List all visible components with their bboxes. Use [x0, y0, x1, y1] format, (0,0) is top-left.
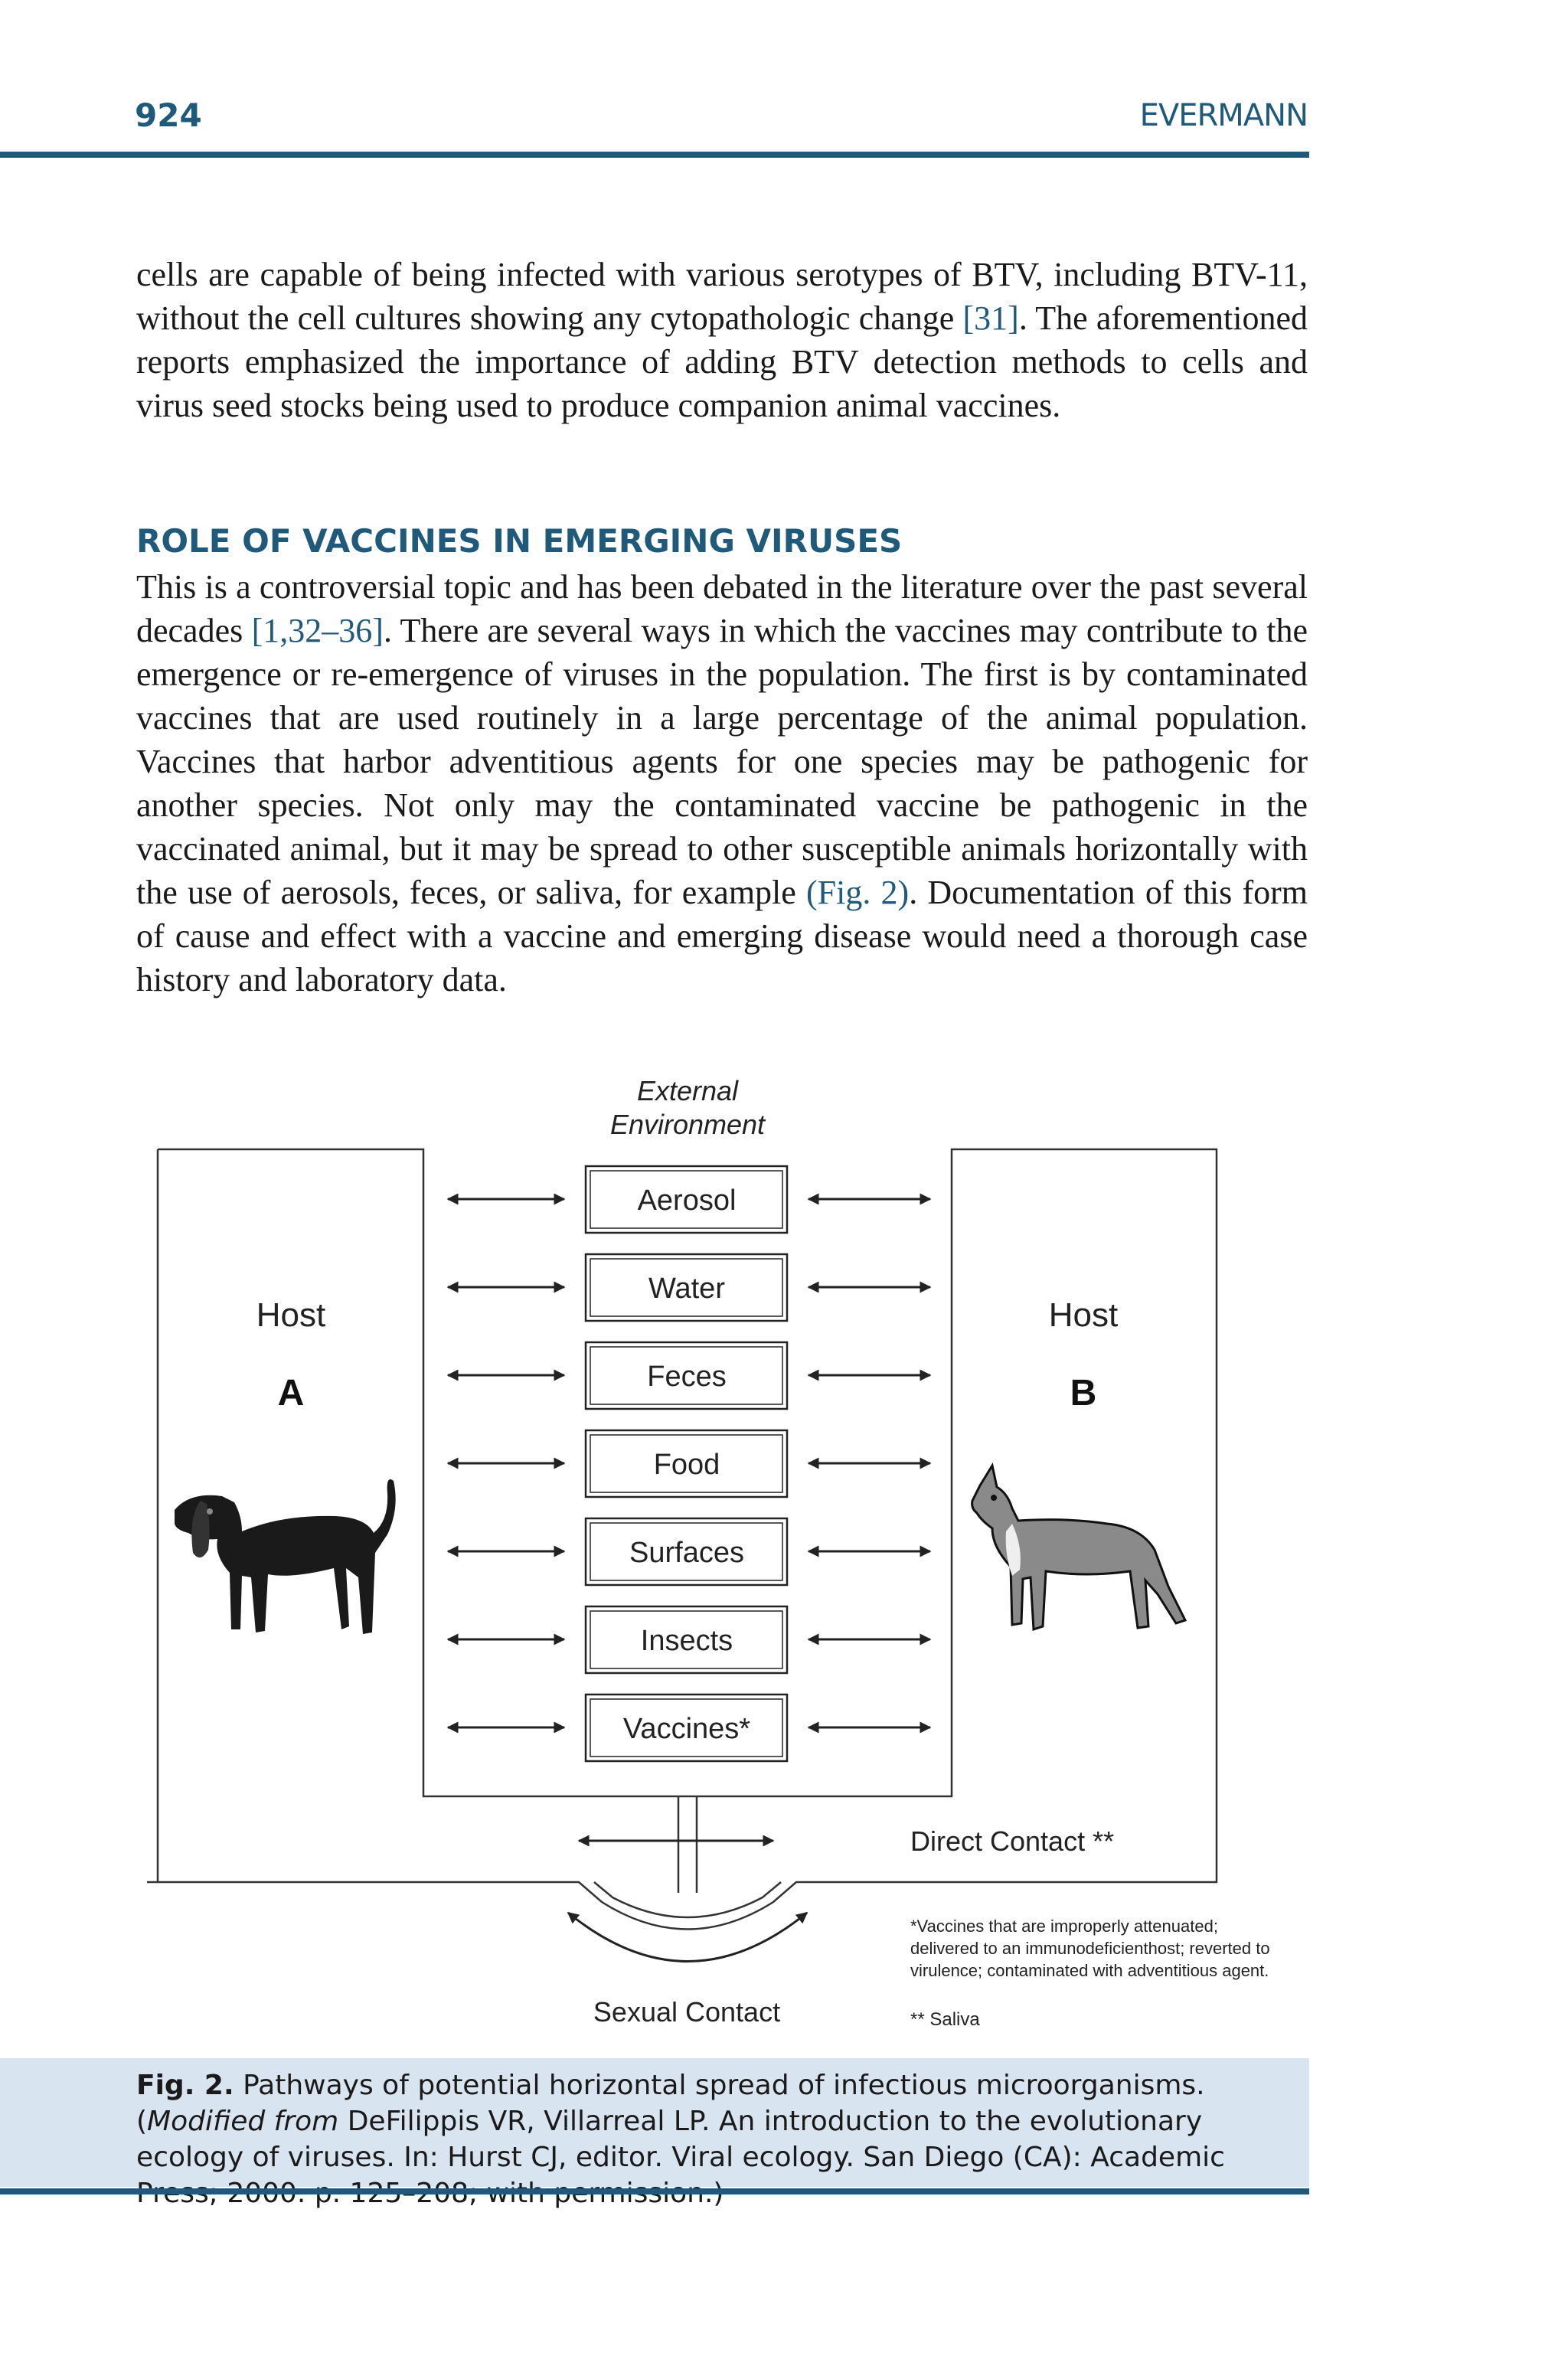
footnote-line-1: *Vaccines that are improperly attenuated;: [910, 1917, 1218, 1936]
section-heading: ROLE OF VACCINES IN EMERGING VIRUSES: [136, 522, 903, 560]
footnote-line-2: delivered to an immunodeficienthost; reverted to: [910, 1939, 1270, 1958]
footnote-saliva: ** Saliva: [910, 2009, 980, 2030]
route-label: Food: [653, 1449, 720, 1481]
host-a-label: Host: [256, 1296, 326, 1334]
route-label: Feces: [647, 1361, 727, 1393]
host-b-label: Host: [1048, 1296, 1119, 1334]
dog-gray-icon: [972, 1466, 1185, 1629]
route-label: Surfaces: [629, 1537, 744, 1569]
citation-link[interactable]: [1,32–36]: [251, 612, 384, 649]
page-number: 924: [135, 96, 202, 134]
intro-paragraph: [136, 253, 1308, 427]
header-rule: [0, 152, 1309, 158]
figure-link[interactable]: (Fig. 2): [806, 874, 910, 911]
route-vaccines: [448, 1694, 930, 1761]
footnote-line-3: virulence; contaminated with adventitious agent.: [910, 1961, 1269, 1980]
environment-label-line1: External: [636, 1075, 739, 1106]
route-water: [448, 1254, 930, 1321]
caption-text: Pathways of potential horizontal spread of infectious microorganisms. (: [136, 2070, 1205, 2137]
environment-label-line2: Environment: [609, 1109, 766, 1140]
host-a-letter: A: [277, 1373, 305, 1413]
route-food: [448, 1430, 930, 1497]
transmission-diagram: [0, 1057, 1568, 2052]
caption-label: Fig. 2.: [136, 2070, 234, 2101]
caption-italic: Modified from: [147, 2106, 339, 2137]
host-b-letter: B: [1070, 1373, 1097, 1413]
sexual-contact-label: Sexual Contact: [593, 1996, 781, 2028]
route-insects: [448, 1606, 930, 1673]
citation-link[interactable]: [31]: [962, 299, 1019, 337]
bottom-rule: [0, 2188, 1309, 2194]
running-head-author: EVERMANN: [1139, 98, 1308, 133]
route-aerosol: [448, 1166, 930, 1233]
section-text-1: This is a controversial topic and has been debated in the literature over the past several decades: [136, 568, 1308, 649]
section-paragraph: [136, 565, 1308, 1002]
route-label: Insects: [640, 1625, 733, 1657]
route-label: Aerosol: [637, 1185, 737, 1217]
section-text-2: . There are several ways in which the vaccines may contribute to the emergence or re-emergence of viruses in the population. The first is by contaminated vaccines that are used routinely in a large percentage of the animal population. Vaccines that harbor adventitious agents for one species may be pathogenic for another species. Not only may the contaminated vaccine be pathogenic in the vaccinated animal, but it may be spread to other susceptible animals horizontally with the use of aerosols, feces, or saliva, for example: [136, 612, 1308, 911]
section-text-3: . Documentation of this form of cause and effect with a vaccine and emerging disease would need a thorough case history and laboratory data.: [136, 874, 1308, 998]
route-feces: [448, 1342, 930, 1409]
dog-black-icon: [175, 1479, 396, 1634]
route-surfaces: [448, 1518, 930, 1585]
direct-contact-label: Direct Contact **: [910, 1825, 1115, 1857]
intro-text-1: cells are capable of being infected with various serotypes of BTV, including BTV-11, without the cell cultures showing any cytopathologic change: [136, 256, 1308, 337]
intro-text-2: . The aforementioned reports emphasized the importance of adding BTV detection methods to cells and virus seed stocks being used to produce companion animal vaccines.: [136, 299, 1308, 424]
route-label: Water: [648, 1273, 725, 1305]
sexual-contact-arrow: [568, 1913, 807, 1962]
route-label: Vaccines*: [622, 1713, 751, 1745]
inner-channel-curve: [594, 1882, 781, 1917]
caption-source: DeFilippis VR, Villarreal LP. An introduction to the evolutionary ecology of viruses. In: Hurst CJ, editor. Viral ecology. San Diego (CA): Academic: [136, 2106, 1225, 2173]
